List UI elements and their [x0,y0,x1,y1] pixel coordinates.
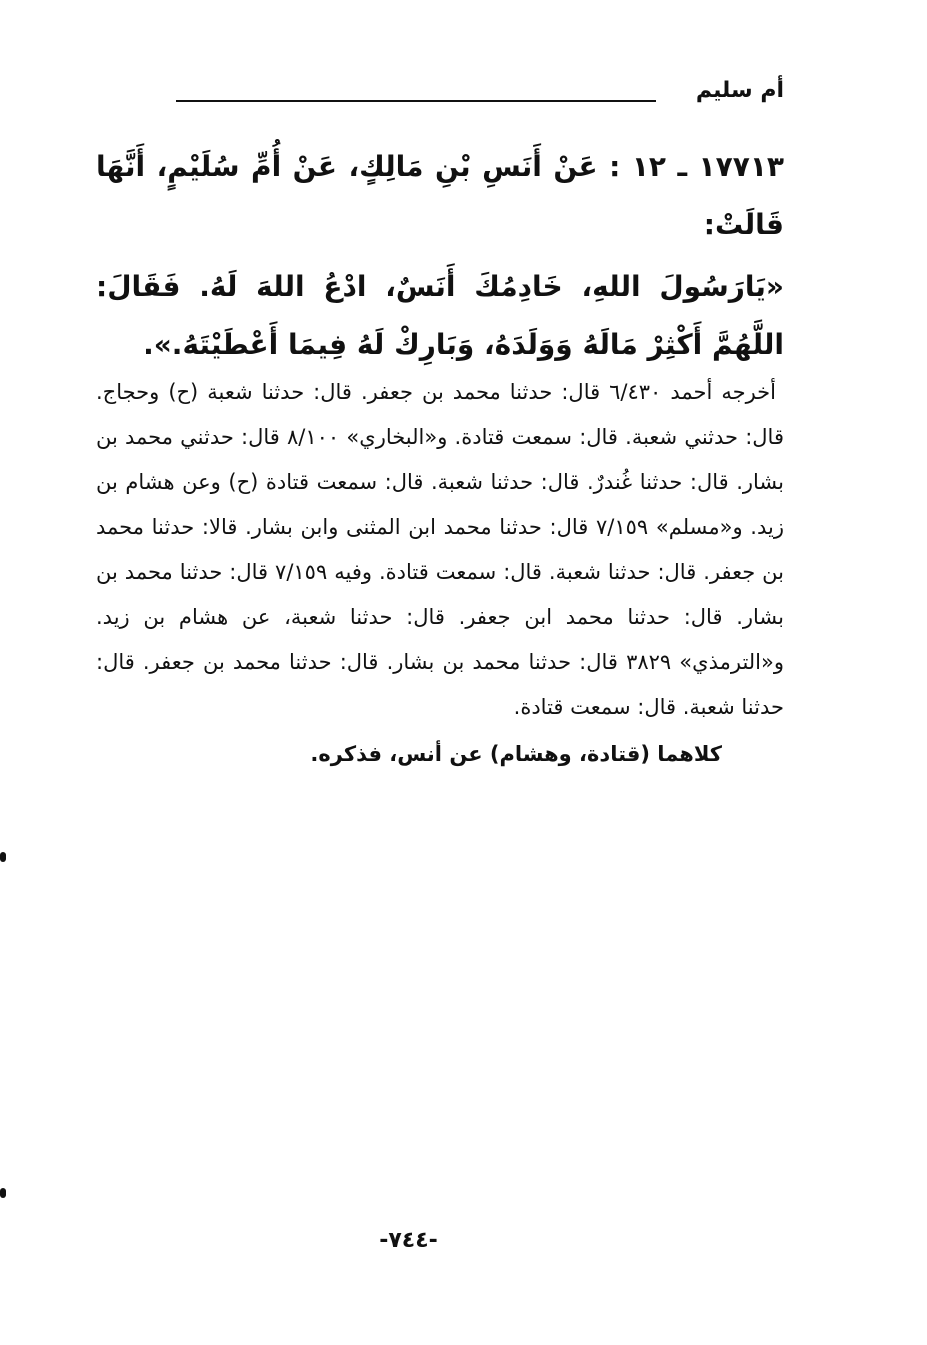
takhrij-paragraph: أخرجه أحمد ٦/٤٣٠ قال: حدثنا محمد بن جعفر. قال: حدثنا شعبة (ح) وحجاج. قال: حدثني شعبة. قال: سمعت قتادة. و«البخاري» ٨/١٠٠ قال: حدثني محمد بن بشار. قال: حدثنا غُندرٌ. قال: حدثنا شعبة. قال: سمعت قتادة (ح) وعن هشام بن زيد. و«مسلم» ٧/١٥٩ قال: حدثنا محمد ابن المثنى وابن بشار. قالا: حدثنا محمد بن جعفر. قال: حدثنا شعبة. قال: سمعت قتادة. وفيه ٧/١٥٩ قال: حدثنا محمد بن بشار. قال: حدثنا محمد ابن جعفر. قال: حدثنا شعبة، عن هشام بن زيد. و«الترمذي» ٣٨٢٩ قال: حدثنا محمد بن بشار. قال: حدثنا محمد بن جعفر. قال: حدثنا شعبة. قال: سمعت قتادة. [96,380,784,719]
hadith-matn: «يَارَسُولَ اللهِ، خَادِمُكَ أَنَسٌ، ادْعُ اللهَ لَهُ. فَقَالَ: اللَّهُمَّ أَكْثِرْ مَالَهُ وَوَلَدَهُ، وَبَارِكْ لَهُ فِيمَا أَعْطَيْتَهُ.». [96,270,784,361]
hadith-heading: ١٧٧١٣ ـ ١٢ : عَنْ أَنَسِ بْنِ مَالِكٍ، عَنْ أُمِّ سُلَيْمٍ، أَنَّهَا قَالَتْ: [96,150,784,241]
header-rule [176,100,656,102]
running-header [176,78,784,112]
hadith-text [96,138,784,374]
takhrij-section [96,370,784,777]
takhrij-conclusion: كلاهما (قتادة، وهشام) عن أنس، فذكره. [310,742,722,766]
page-number: -٧٤٤- [379,1228,438,1253]
scan-mark [0,852,6,862]
running-header-title: أم سليم [695,78,784,103]
scan-mark [0,1188,6,1198]
